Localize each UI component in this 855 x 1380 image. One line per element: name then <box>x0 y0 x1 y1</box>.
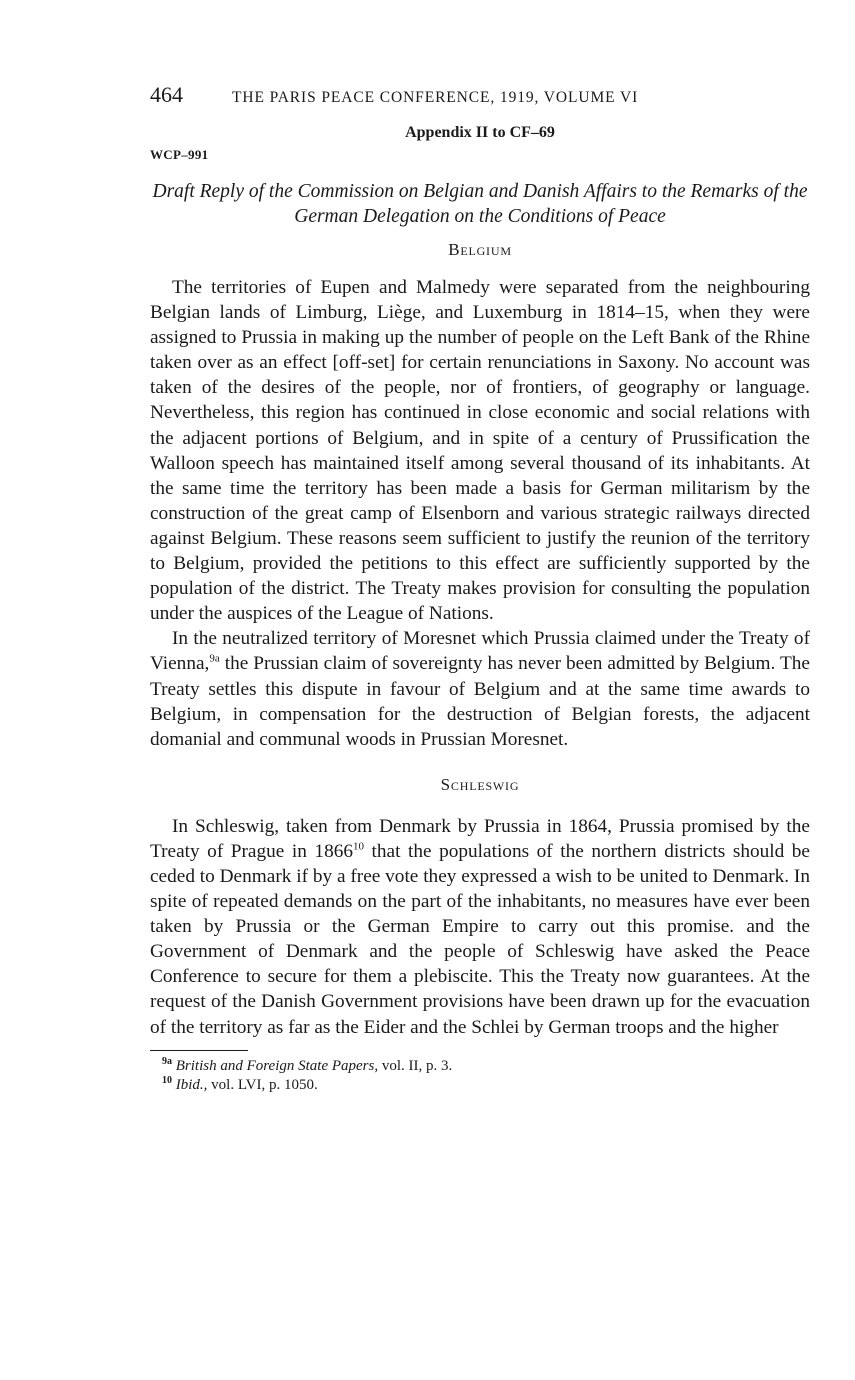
document-title: Draft Reply of the Commission on Belgian and Danish Affairs to the Remarks of the German Delegation on the Conditions of Peace <box>152 181 808 227</box>
paragraph-text: In the neutralized territory of Moresnet which Prussia claimed under the Treaty of Vienna, <box>150 628 810 675</box>
section-heading-belgium: Belgium <box>448 240 512 259</box>
paragraph-belgium-1: The territories of Eupen and Malmedy were separated from the neighbouring Belgian lands of Limburg, Liège, and Luxemburg in 1814–15, when they were assigned to Prussia in making up the number of people on the Left Bank of the Rhine taken over as an effect [off-set] for certain renunciations in Saxony. No account was taken of the desires of the people, nor of frontiers, of geography or language. Nevertheless, this region has continued in close economic and social relations with the adjacent portions of Belgium, and in spite of a century of Prussification the Walloon speech has maintained itself among several thousand of its inhabitants. At the same time the territory has been made a basis for German militarism by the construction of the great camp of Elsenborn and various strategic railways directed against Belgium. These reasons seem sufficient to justify the reunion of the territory to Belgium, provided the petitions to this effect are sufficiently supported by the population of the district. The Treaty makes provision for consulting the population under the auspices of the League of Nations. <box>150 277 810 625</box>
footnote-item <box>162 1076 810 1095</box>
footnote-reference: 9a <box>209 652 220 665</box>
appendix-label: Appendix II to CF–69 <box>405 124 555 141</box>
document-code: WCP–991 <box>150 147 209 162</box>
footnote-source-title: British and Foreign State Papers, <box>175 1057 379 1074</box>
paragraph-text: the Prussian claim of sovereignty has never been admitted by Belgium. The Treaty settles this dispute in favour of Belgium and at the same time awards to Belgium, in compensation for the destruction of Belgian forests, the adjacent domanial and communal woods in Prussian Moresnet. <box>150 653 810 750</box>
footnote-source-detail: vol. II, p. 3. <box>378 1057 453 1074</box>
footnote-item <box>162 1057 810 1076</box>
page-number: 464 <box>150 82 183 107</box>
footnote-reference: 10 <box>353 840 364 853</box>
paragraph-schleswig-1 <box>150 814 810 1040</box>
footnote-rule <box>150 1050 248 1051</box>
paragraph-text: In Schleswig, taken from Denmark by Prussia in 1864, Prussia promised by the Treaty of Prague in 1866 <box>150 815 810 862</box>
document-page <box>150 82 810 1095</box>
running-head <box>150 82 810 116</box>
footnotes <box>150 1057 810 1095</box>
footnote-source-detail: vol. LVI, p. 1050. <box>207 1076 318 1093</box>
paragraph-text: that the populations of the northern districts should be ceded to Denmark if by a free vote they expressed a wish to be united to Denmark. In spite of repeated demands on the part of the inhabitants, no measures have ever been taken by Prussia or the German Empire to carry out this promise. and the Government of Denmark and the people of Schleswig have asked the Peace Conference to secure for them a plebiscite. This the Treaty now guarantees. At the request of the Danish Government provisions have been drawn up for the evacuation of the territory as far as the Eider and the Schlei by German troops and the higher <box>150 840 810 1038</box>
paragraph-belgium-2 <box>150 626 810 751</box>
footnote-mark: 9a <box>162 1055 172 1067</box>
footnote-source-title: Ibid., <box>175 1076 208 1093</box>
running-title: THE PARIS PEACE CONFERENCE, 1919, VOLUME VI <box>232 89 639 106</box>
section-heading-schleswig: Schleswig <box>440 774 520 794</box>
footnote-mark: 10 <box>162 1074 172 1086</box>
